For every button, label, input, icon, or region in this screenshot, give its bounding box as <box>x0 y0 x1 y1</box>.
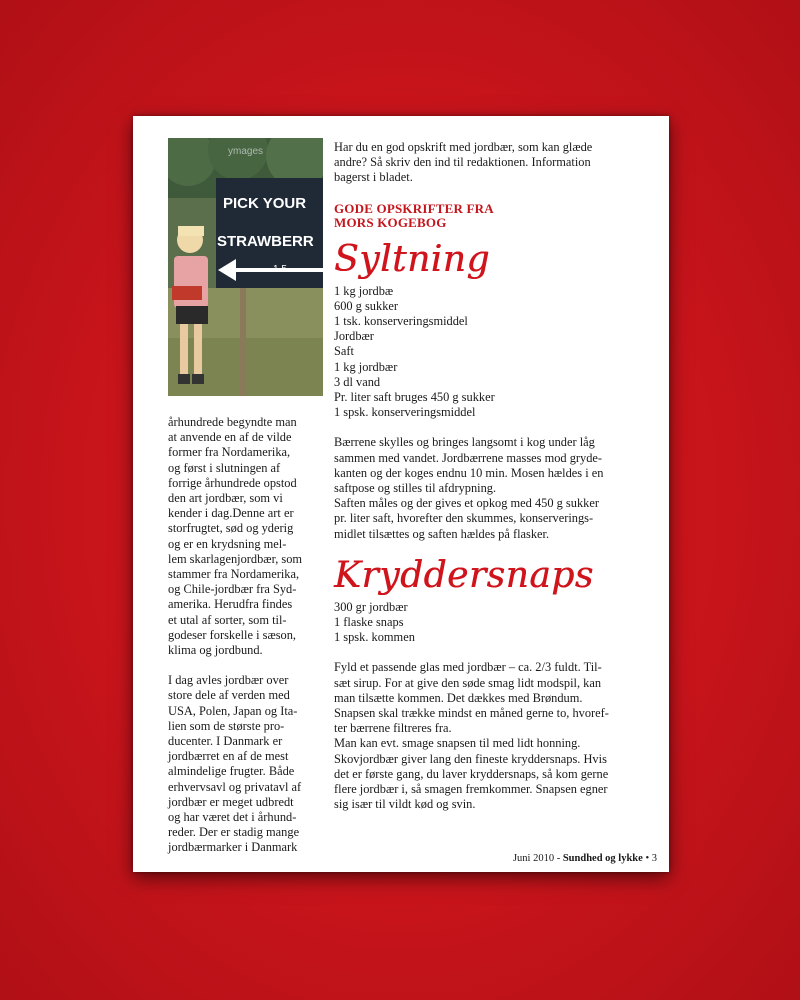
ingredient-item: Saft <box>334 344 354 359</box>
footer-date: Juni 2010 <box>512 853 555 864</box>
strawberry-field-photo <box>168 138 323 396</box>
body-paragraph: århundrede begyndte man at anvende en af de vilde former fra Nordamerika, og først i slutningen af forrige århundrede opstod den art jordbær, som vi kender i dag.Denne art er storfrugtet, sød og yderig og er en krydsning mel- lem skarlagenjordbær, som stammer fra Nordamerika, og Chile-jordbær fra Syd- amerika. Herudfra findes et utal af sorter, som til- godeser forskelle i sæson, klima og jordbund. <box>168 415 303 658</box>
recipe-title-kryddersnaps: Kryddersnaps <box>334 554 594 596</box>
right-text-column <box>334 140 652 813</box>
footer-bullet: • <box>645 853 650 864</box>
photo-watermark: ymages <box>228 146 264 157</box>
ingredient-item: 1 kg jordbær <box>334 359 398 374</box>
ingredient-item: 1 flaske snaps <box>334 615 404 630</box>
recipe-title-syltning: Syltning <box>334 238 490 280</box>
ingredient-item: 3 dl vand <box>334 374 381 389</box>
magazine-page <box>133 116 669 872</box>
recipe-method: Bærrene skylles og bringes langsomt i kog under låg sammen med vandet. Jordbærrene masses mod gryde- kanten og der koges endnu 10 min. Mosen hældes i en saftpose og stilles til afdrypning. Saften måles og der gives et opkog med 450 g sukker pr. liter saft, hvorefter den skummes, konserverings- midlet tilsættes og saften hældes på flasker. <box>334 435 604 541</box>
section-heading: GODE OPSKRIFTER FRA MORS KOGEBOG <box>334 200 494 230</box>
sign-text-line1: PICK YOUR <box>223 195 307 212</box>
page-number: 3 <box>651 853 657 864</box>
recipe-method: Fyld et passende glas med jordbær – ca. 2/3 fuldt. Til- sæt sirup. For at give den søde smag lidt modspil, kan man tilsætte kommen. Det dækkes med Brøndum. Snapsen skal trække mindst en måned gerne to, hvoref- ter bærrene filtreres fra. Man kan evt. smage snapsen til med lidt honning. Skovjordbær giver lang den fineste kryddersnaps. Hvis det er første gang, du laver kryddersnaps, så kom gerne flere jordbær i, så smagen fremkommer. Snapsen egner sig især til vildt kød og svin. <box>334 660 609 812</box>
body-paragraph: I dag avles jordbær over store dele af verden med USA, Polen, Japan og Ita- lien som de største pro- ducenter. I Danmark er jordbærret en af de mest almindelige frugter. Både erhvervsavl og privatavl af jordbær er meget udbredt og har været det i århund- reder. Der er stadig mange jordbærmarker i Danmark <box>168 673 302 855</box>
sign-text-line2: STRAWBERR <box>217 233 314 250</box>
ingredient-item: 1 tsk. konserveringsmiddel <box>334 314 468 329</box>
left-text-column <box>168 415 328 871</box>
footer-publication: Sundhed og lykke <box>562 853 643 864</box>
ingredient-item: Pr. liter saft bruges 450 g sukker <box>334 390 495 405</box>
ingredient-item: Jordbær <box>334 329 374 344</box>
ingredient-item: 600 g sukker <box>334 298 399 313</box>
page-footer: Juni 2010 - Sundhed og lykke • 3 <box>512 853 657 864</box>
ingredient-list <box>334 600 652 646</box>
ingredient-item: 1 kg jordbæ <box>334 283 394 298</box>
ingredient-list <box>334 284 652 421</box>
intro-paragraph: Har du en god opskrift med jordbær, som kan glæde andre? Så skriv den ind til redaktionen. Information bagerst i bladet. <box>334 140 593 185</box>
ingredient-item: 1 spsk. konserveringsmiddel <box>334 405 476 420</box>
ingredient-item: 300 gr jordbær <box>334 599 408 614</box>
ingredient-item: 1 spsk. kommen <box>334 630 415 645</box>
